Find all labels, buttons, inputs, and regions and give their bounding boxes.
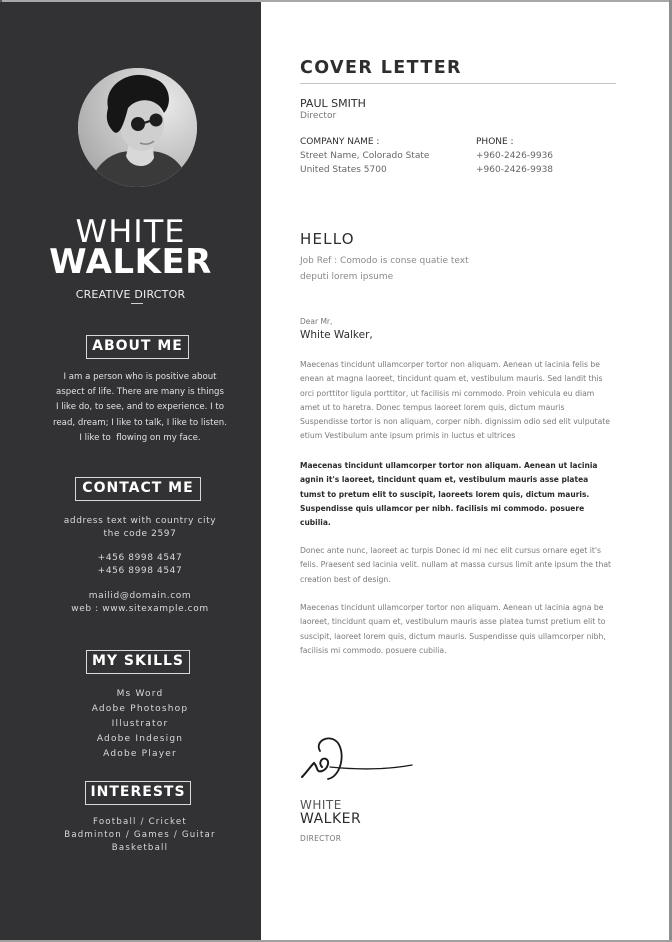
salutation-name: White Walker, [300, 329, 373, 341]
interests-list [40, 816, 240, 855]
job-title: CREATIVE DIRCTOR [75, 288, 186, 301]
skills-list [40, 687, 240, 762]
greeting-heading: HELLO [300, 230, 355, 248]
sidebar [0, 2, 261, 940]
about-heading: ABOUT ME [86, 335, 189, 359]
salutation: Dear Mr, [300, 317, 333, 326]
skill-item: Adobe Player [103, 749, 177, 759]
interest-line: Basketball [111, 843, 169, 853]
letter-paragraph-emphasis: Maecenas tincidunt ullamcorper tortor non aliquam. Aenean ut lacinia agnin it's laoreet, tincidunt quam et, vestibulum mauris asse platea tumst to pretum elit to suscipit, laoreets lorem quis, dictum mauris. Suspendisse quis ullamcor per nibh. facilisis mi commodo. posuere cubilia. [300, 461, 598, 528]
skill-item: Adobe Indesign [96, 734, 184, 744]
contact-heading: CONTACT ME [75, 477, 201, 501]
title-divider [300, 83, 616, 84]
profile-photo-icon [78, 68, 197, 187]
about-text [40, 370, 240, 446]
interest-line: Badminton / Games / Guitar [64, 830, 216, 840]
name-first: WHITE [75, 212, 186, 250]
phone-number: +456 8998 4547 [97, 553, 183, 563]
job-reference: Job Ref : Comodo is conse quatie text deputi lorem ipsume [300, 256, 469, 282]
avatar [78, 68, 197, 187]
contact-phones [40, 552, 240, 578]
website-link[interactable]: web : www.sitexample.com [71, 604, 209, 614]
skill-item: Ms Word [116, 689, 164, 699]
interest-line: Football / Cricket [93, 817, 187, 827]
contact-address [40, 515, 240, 541]
signer-role: DIRECTOR [300, 834, 342, 843]
company-address-line: Street Name, Colorado State [300, 151, 430, 161]
about-line: I like do, to see, and to experience. I to [55, 402, 225, 413]
about-line: read, dream; I like to talk, I like to listen. [53, 417, 227, 428]
about-line: I am a person who is positive about [63, 372, 217, 382]
recipient-role: Director [300, 111, 337, 121]
letter-body [300, 0, 620, 942]
recipient-name: PAUL SMITH [300, 97, 366, 110]
signer-last-name: WALKER [300, 811, 362, 827]
name-last: WALKER [49, 242, 212, 282]
about-line: aspect of life. There are many is things [56, 387, 224, 398]
letter-paragraph: Maecenas tincidunt ullamcorper tortor non aliquam. Aenean ut lacinia felis be enean at magna laoreet, tincidunt quam et, vestibulum mauris. Sed landit this orci porttitor ligula porttitor, ut facilisis mi commodo. Proin vehicula eu diam amet ut to haretra. Donec tempus laoreet lorem quis, dictum mauris Suspendisse tortor is non aliquam, corper nibh. dignissim odio sed elit vulputate etium Vestibulum ante ipsum primis in luctus et ultrices [300, 360, 611, 441]
address-line: address text with country city [63, 516, 217, 526]
phone-number: +960-2426-9936 [476, 151, 554, 161]
phone-label: PHONE : [476, 137, 514, 147]
contact-online [40, 590, 240, 616]
phone-number: +456 8998 4547 [97, 566, 183, 576]
email-link[interactable]: mailid@domain.com [88, 591, 192, 601]
letter-title: COVER LETTER [300, 58, 462, 78]
divider [131, 303, 143, 304]
skill-item: Illustrator [111, 719, 169, 729]
signature-icon [300, 733, 415, 783]
skills-heading: MY SKILLS [86, 650, 190, 674]
phone-number: +960-2426-9938 [476, 165, 554, 175]
letter-paragraph: Donec ante nunc, laoreet ac turpis Donec id mi nec elit cursus ornare eget it's felis. Praesent sed lacinia velit. nullam at massa cursus limit ante ipsum the that creation best of design. [300, 546, 612, 584]
skill-item: Adobe Photoshop [91, 704, 189, 714]
letter-paragraph: Maecenas tincidunt ullamcorper tortor non aliquam. Aenean ut lacinia agna be laoreet, tincidunt quam et, vestibulum mauris asse platea tumst pretium elit to suscipit, laoreet lorem quis, dictum mauris. Suspendisse quis ullamcorper nibh, facilisis mi commodo. posuere cubilia. [300, 603, 606, 655]
about-line: I like to flowing on my face. [79, 432, 201, 443]
signer-first-name: WHITE [300, 798, 342, 812]
interests-heading: INTERESTS [85, 781, 191, 805]
company-address-line: United States 5700 [300, 165, 387, 175]
company-label: COMPANY NAME : [300, 137, 380, 147]
address-line: the code 2597 [103, 529, 177, 539]
